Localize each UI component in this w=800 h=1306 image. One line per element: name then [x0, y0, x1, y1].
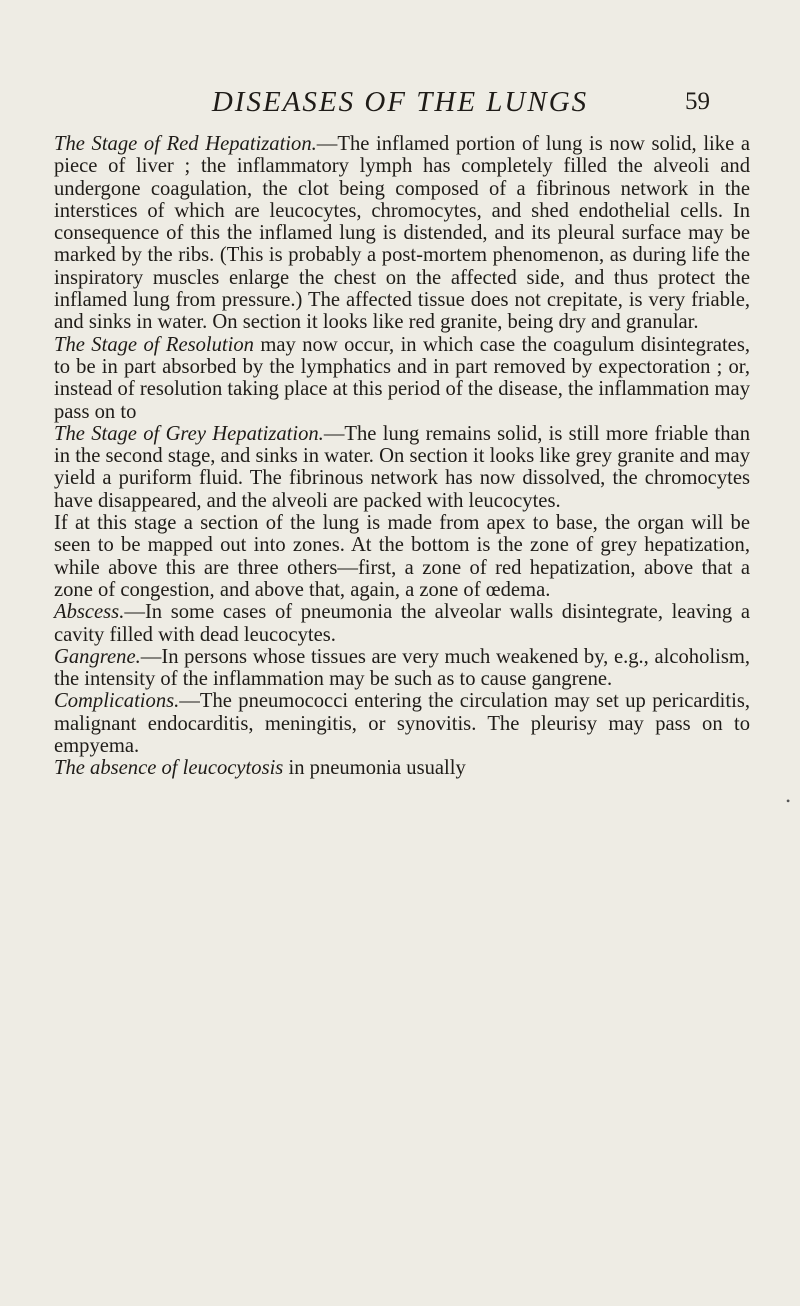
paragraph-red-hepatization — [54, 133, 750, 334]
paragraph-heading: The Stage of Red Hepatization. — [54, 133, 317, 155]
paragraph-text: —In some cases of pneumonia the alveolar walls disintegrate, leaving a cavity filled with dead leucocytes. — [54, 601, 750, 646]
paragraph-resolution — [54, 334, 750, 423]
paragraph-grey-hepatization — [54, 423, 750, 512]
paragraph-heading: The absence of leucocytosis — [54, 757, 284, 780]
paragraph-heading: The Stage of Grey Hepatization. — [54, 422, 324, 445]
paragraph-heading: The Stage of Resolution — [54, 333, 254, 356]
body-text — [54, 133, 750, 780]
paragraph-text: may now occur, in which case the coagulum disintegrates, to be in part absorbed by the lymphatics and in part removed by expectoration ; or, instead of resolution taking place at this period of the disease, the inflammation may pass on to — [54, 333, 750, 423]
paragraph-complications — [54, 690, 750, 757]
paragraph-text: in pneumonia usually — [283, 757, 466, 780]
paragraph-gangrene — [54, 646, 750, 691]
paragraph-heading: Abscess. — [54, 601, 125, 624]
paragraph-text: —The inflamed portion of lung is now solid, like a piece of liver ; the inflammatory lymph has completely filled the alveoli and undergone coagulation, the clot being composed of a fibrinous network in the interstices of which are leucocytes, chromocytes, and shed endothelial cells. In consequence of this the inflamed lung is distended, and its pleural surface may be marked by the ribs. (This is probably a post-mortem phenomenon, as during life the inspiratory muscles enlarge the chest on the affected side, and thus protect the inflamed lung from pressure.) The affected tissue does not crepitate, is very friable, and sinks in water. On section it looks like red granite, being dry and granular. — [54, 133, 750, 334]
page-number: 59 — [685, 88, 710, 115]
running-title: DISEASES OF THE LUNGS — [211, 86, 589, 118]
paragraph-text: —The lung remains solid, is still more friable than in the second stage, and sinks in water. On section it looks like grey granite and may yield a puriform fluid. The fibrinous network has now dissolved, the chromocytes have disappeared, and the alveoli are packed with leucocytes. — [54, 422, 750, 512]
margin-mark: • — [786, 794, 791, 808]
paragraph-text: —The pneumococci entering the circulation may set up pericarditis, malignant endocarditis, meningitis, or synovitis. The pleurisy may pass on to empyema. — [54, 690, 750, 758]
running-header — [60, 86, 740, 126]
paragraph-zones — [54, 512, 750, 601]
paragraph-heading: Complications. — [54, 690, 180, 713]
paragraph-text: —In persons whose tissues are very much weakened by, e.g., alcoholism, the intensity of the inflammation may be such as to cause gangrene. — [54, 645, 750, 691]
paragraph-heading: Gangrene. — [54, 645, 141, 668]
paragraph-text: If at this stage a section of the lung is made from apex to base, the organ will be seen to be mapped out into zones. At the bottom is the zone of grey hepatization, while above this are three others—first, a zone of red hepatization, above that a zone of congestion, and above that, again, a zone of œdema. — [54, 512, 750, 601]
paragraph-abscess — [54, 601, 750, 646]
paragraph-leucocytosis — [54, 757, 750, 779]
